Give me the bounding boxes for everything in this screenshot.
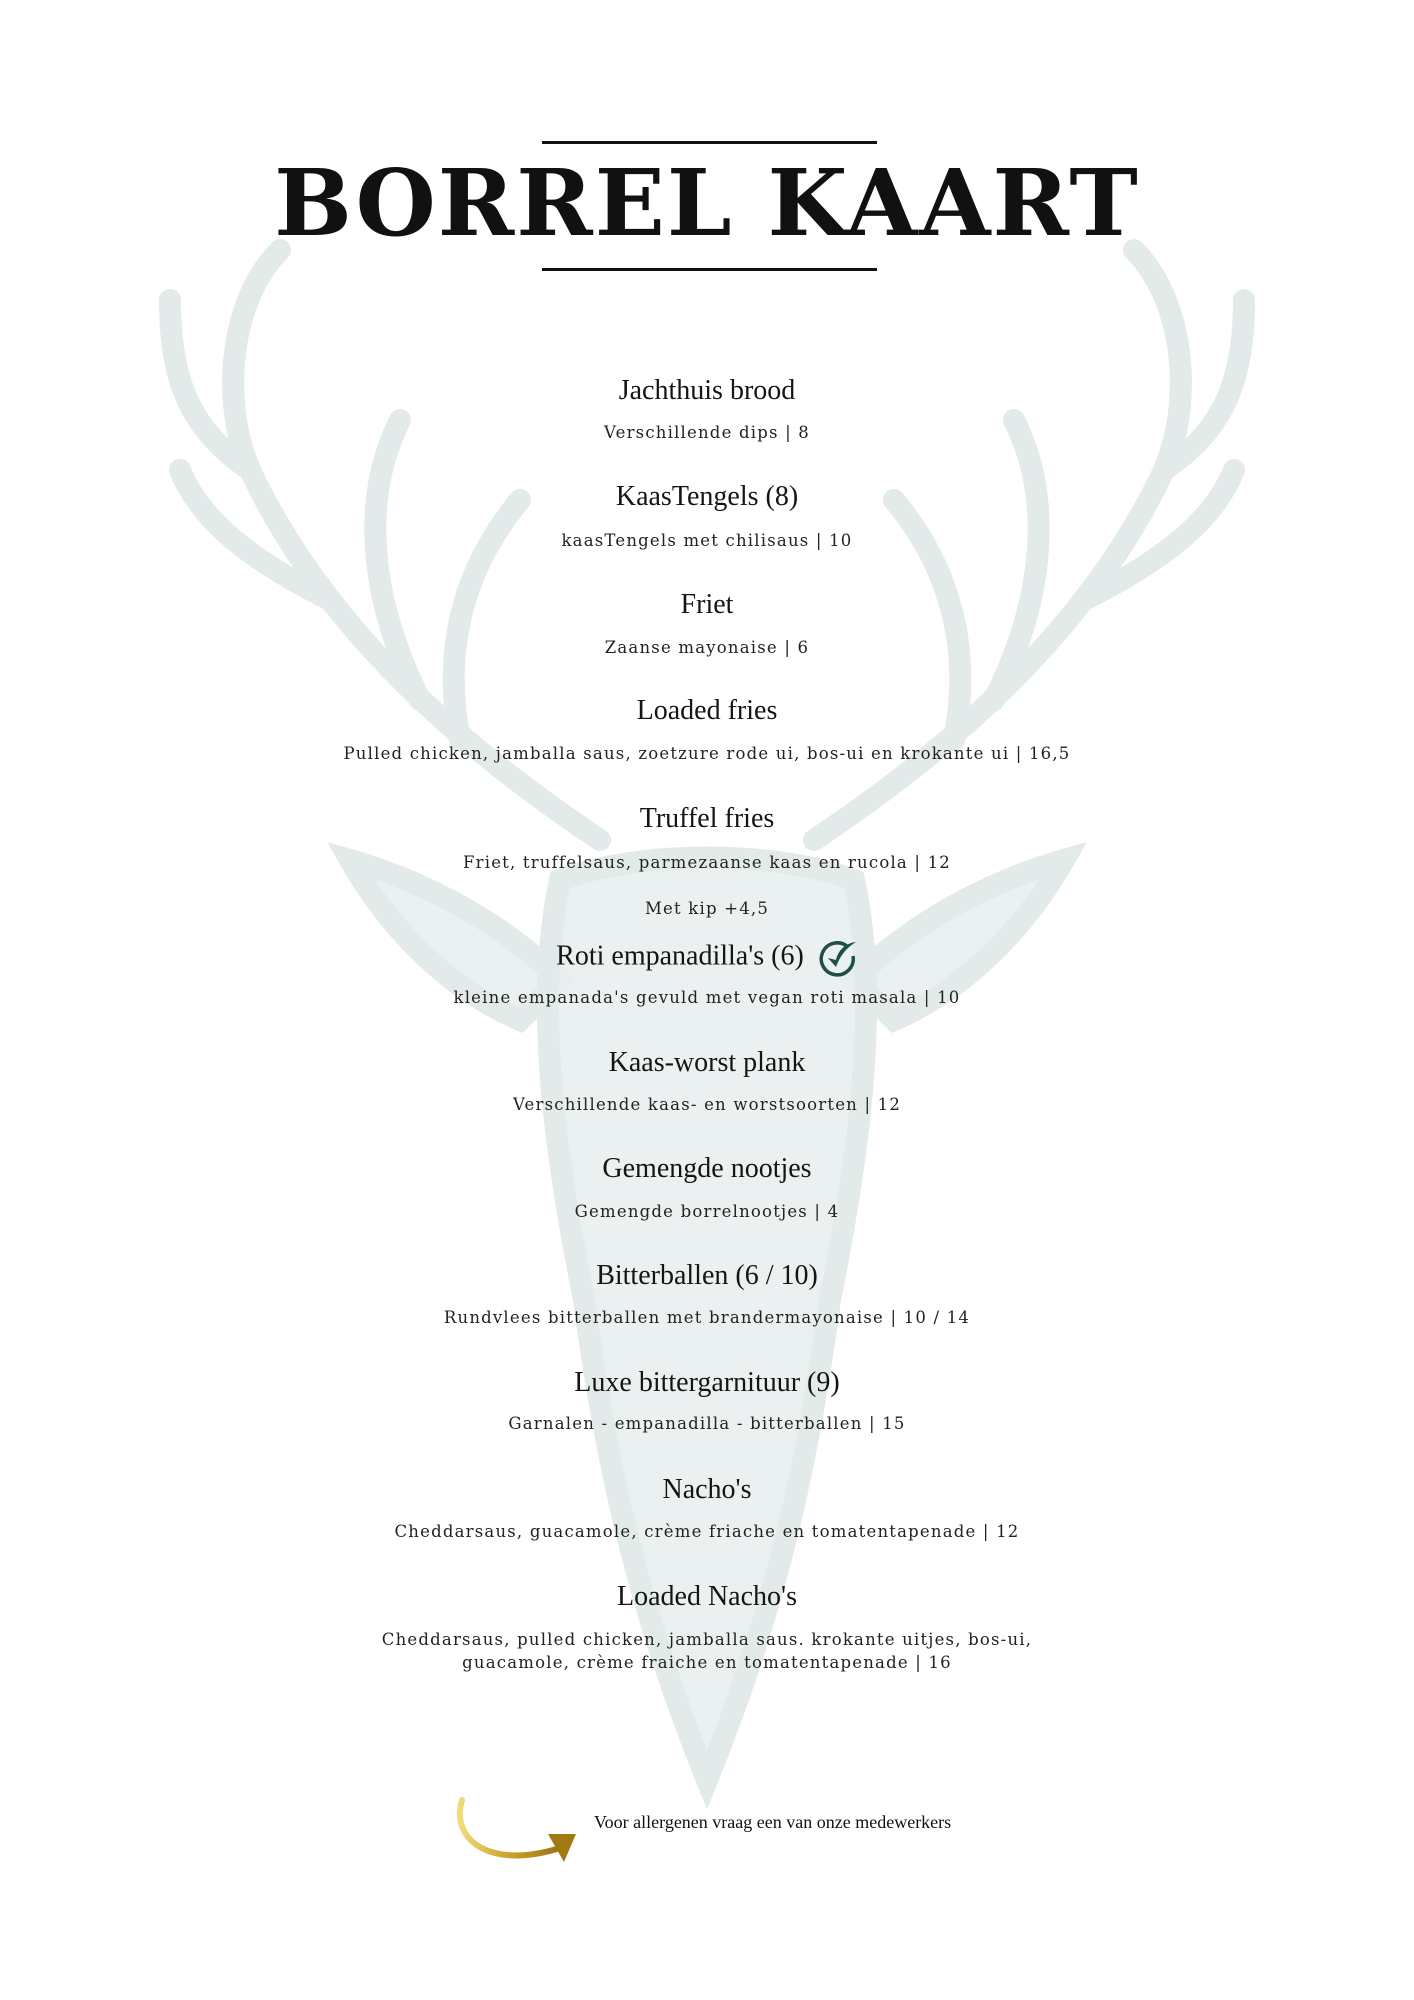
menu-item-description-line2: guacamole, crème fraiche en tomatentapenade | 16 (462, 1653, 952, 1672)
menu-item-title (0, 1580, 1414, 1614)
menu-item-description: Cheddarsaus, pulled chicken, jamballa saus. krokante uitjes, bos-ui, (381, 1630, 1033, 1649)
menu-item-title (0, 1473, 1414, 1507)
menu-item-description: kaasTengels met chilisaus | 10 (561, 531, 853, 550)
allergen-note-text: Voor allergenen vraag een van onze medewerkers (594, 1812, 952, 1832)
allergen-note (440, 1790, 1040, 1870)
menu-item-name: Jachthuis brood (618, 375, 796, 406)
menu-item-name: Luxe bittergarnituur (9) (574, 1367, 840, 1398)
page-title: BORREL KAART (274, 149, 1140, 257)
vegan-leaf-check-icon (818, 938, 858, 978)
menu-item-title (0, 694, 1414, 728)
menu-item-description: Garnalen - empanadilla - bitterballen | 15 (508, 1414, 906, 1433)
menu-item-name: KaasTengels (8) (615, 481, 799, 512)
menu-item-title (0, 1152, 1414, 1186)
menu-item-name: Kaas-worst plank (608, 1047, 806, 1078)
menu-item-description: Verschillende kaas- en worstsoorten | 12 (512, 1095, 902, 1114)
menu-item-name: Loaded Nacho's (617, 1581, 797, 1612)
menu-item-description: Gemengde borrelnootjes | 4 (574, 1202, 840, 1221)
menu-item-title (0, 374, 1414, 408)
menu-item-title (0, 480, 1414, 514)
curved-arrow-icon (440, 1790, 590, 1870)
menu-item-title (0, 1366, 1414, 1400)
menu-item-name: Roti empanadilla's (6) (556, 940, 804, 972)
menu-item-description: Verschillende dips | 8 (604, 423, 810, 442)
menu-item-description: kleine empanada's gevuld met vegan roti masala | 10 (453, 988, 961, 1007)
menu-item-title (0, 588, 1414, 622)
menu-item-description: Pulled chicken, jamballa saus, zoetzure rode ui, bos-ui en krokante ui | 16,5 (343, 744, 1071, 763)
menu-item-title (0, 1046, 1414, 1080)
menu-item-description: Cheddarsaus, guacamole, crème friache en tomatentapenade | 12 (394, 1522, 1020, 1541)
menu-item-title (0, 1259, 1414, 1293)
menu-item-name: Truffel fries (639, 803, 775, 834)
menu-item-name: Friet (680, 589, 734, 620)
menu-item-name: Gemengde nootjes (602, 1153, 812, 1184)
menu-item-title (0, 938, 1414, 978)
menu-item-extra: Met kip +4,5 (644, 899, 770, 918)
menu-item-name: Bitterballen (6 / 10) (596, 1260, 818, 1291)
title-rule-top (542, 141, 877, 144)
menu-item-name: Loaded fries (636, 695, 778, 726)
title-rule-bottom (542, 268, 877, 271)
menu-item-description: Zaanse mayonaise | 6 (604, 638, 810, 657)
menu-item-description: Friet, truffelsaus, parmezaanse kaas en rucola | 12 (462, 853, 952, 872)
menu-item-title (0, 802, 1414, 836)
menu-item-name: Nacho's (662, 1474, 752, 1505)
menu-item-description: Rundvlees bitterballen met brandermayonaise | 10 / 14 (443, 1308, 971, 1327)
